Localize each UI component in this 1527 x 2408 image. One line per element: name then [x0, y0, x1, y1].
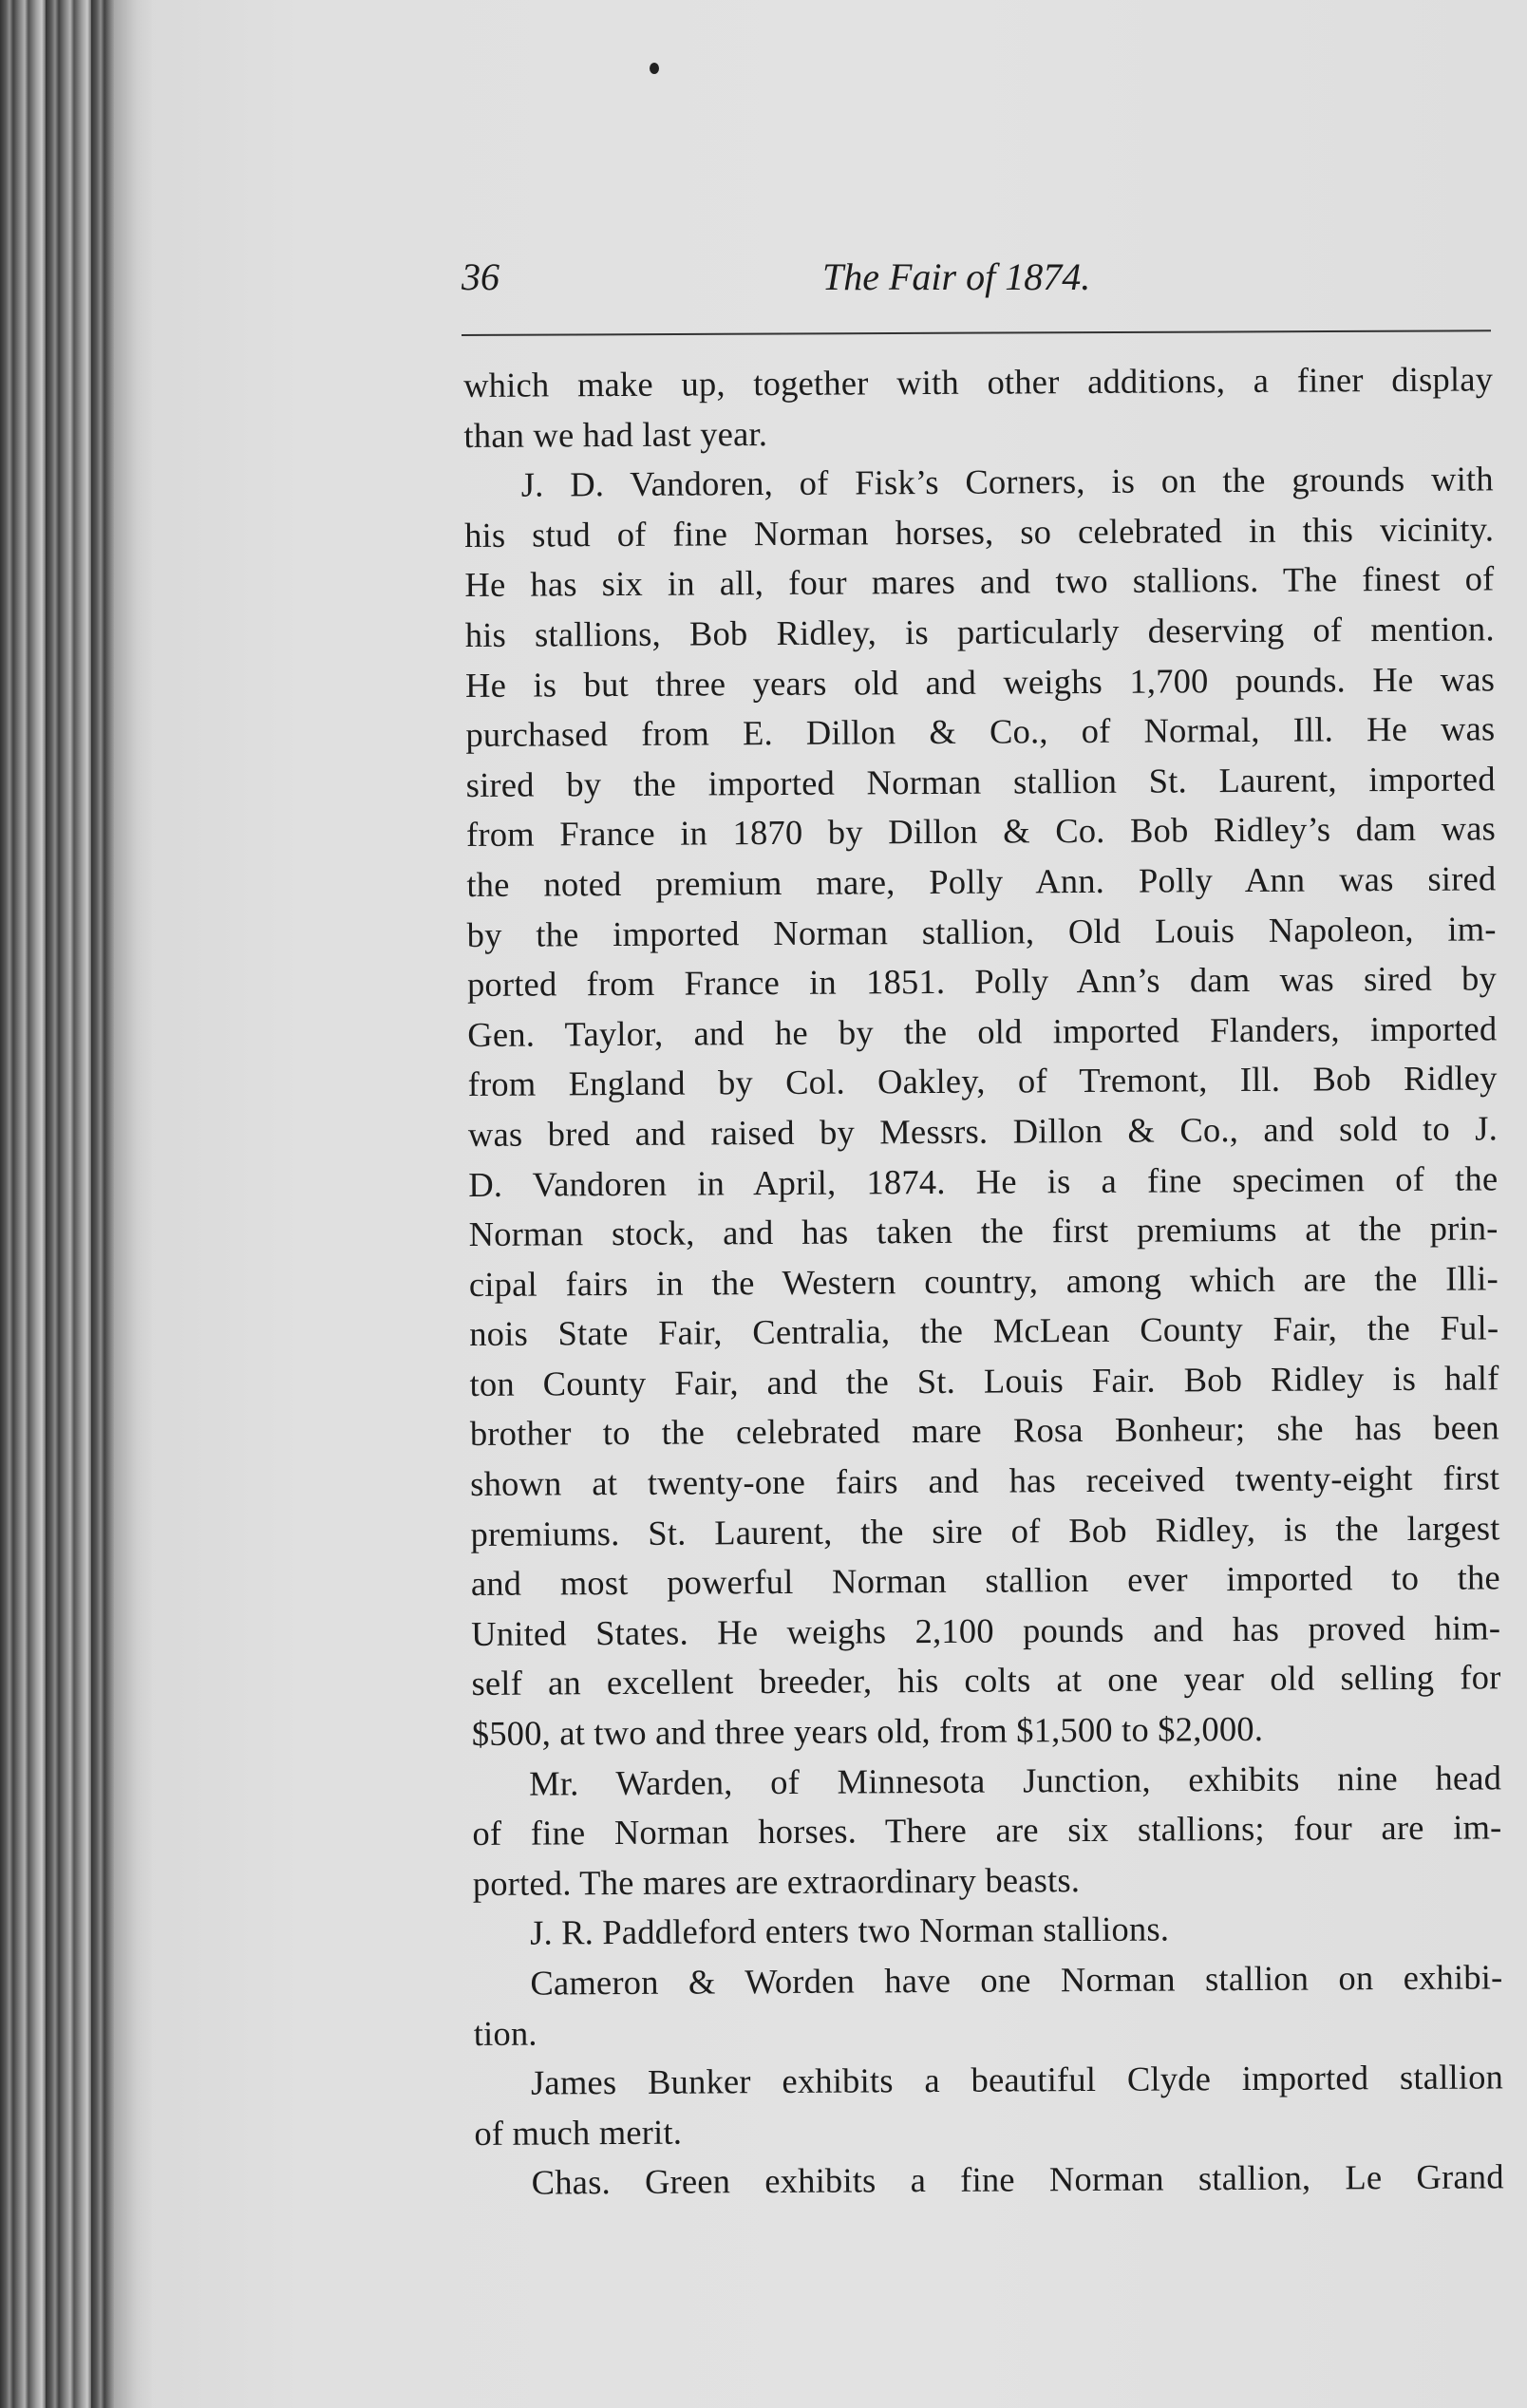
text-line: Norman stock, and has taken the first premiums at the prin- [468, 1208, 1499, 1254]
text-line: purchased from E. Dillon & Co., of Normal, Ill. He was [465, 708, 1496, 755]
text-line: and most powerful Norman stallion ever imported to the [470, 1557, 1500, 1604]
text-line: United States. He weighs 2,100 pounds and has proved him- [471, 1608, 1501, 1653]
header-rule [462, 329, 1491, 336]
text-line: of fine Norman horses. There are six stallions; four are im- [472, 1807, 1502, 1853]
text-line: premiums. St. Laurent, the sire of Bob Ridley, is the largest [470, 1508, 1500, 1553]
text-line: the noted premium mare, Polly Ann. Polly Ann was sired [466, 858, 1497, 904]
text-line: his stud of fine Norman horses, so celebrated in this vicinity. [463, 509, 1495, 555]
body-text [463, 354, 1504, 2209]
text-line: his stallions, Bob Ridley, is particularly deserving of mention. [464, 609, 1495, 654]
page-gutter [114, 0, 152, 2408]
text-line: James Bunker exhibits a beautiful Clyde imported stallion [530, 2057, 1504, 2102]
text-line: brother to the celebrated mare Rosa Bonheur; she has been [469, 1407, 1500, 1454]
text-line: shown at twenty-one fairs and has received twenty-eight first [470, 1458, 1500, 1504]
text-line: He is but three years old and weighs 1,700 pounds. He was [464, 658, 1496, 705]
text-line: from England by Col. Oakley, of Tremont, Ill. Bob Ridley [467, 1058, 1498, 1104]
text-line: J. D. Vandoren, of Fisk’s Corners, is on the grounds with [520, 459, 1494, 504]
text-line: $500, at two and three years old, from $1,500 to $2,000. [471, 1708, 1264, 1754]
text-line: Mr. Warden, of Minnesota Junction, exhibits nine head [529, 1757, 1502, 1803]
text-line: D. Vandoren in April, 1874. He is a fine specimen of the [468, 1157, 1499, 1204]
text-line: nois State Fair, Centralia, the McLean County Fair, the Ful- [469, 1307, 1499, 1354]
text-line: which make up, together with other additions, a finer display [463, 359, 1494, 404]
text-line: Cameron & Worden have one Norman stallion on exhibi- [530, 1957, 1503, 2003]
page-header [462, 254, 1487, 311]
text-line: by the imported Norman stallion, Old Louis Napoleon, im- [466, 908, 1497, 954]
text-line: from France in 1870 by Dillon & Co. Bob Ridley’s dam was [465, 808, 1497, 855]
text-line: cipal fairs in the Western country, among which are the Illi- [468, 1258, 1499, 1304]
text-line: He has six in all, four mares and two stallions. The finest of [464, 558, 1495, 605]
text-line: of much merit. [474, 2112, 683, 2153]
text-line: ton County Fair, and the St. Louis Fair. Bob Ridley is half [469, 1358, 1499, 1403]
text-line: than we had last year. [463, 413, 768, 455]
running-title: The Fair of 1874. [822, 255, 1091, 298]
text-line: ported. The mares are extraordinary beasts. [472, 1859, 1081, 1903]
text-line: Chas. Green exhibits a fine Norman stallion, Le Grand [531, 2156, 1504, 2202]
text-line: tion. [473, 2013, 537, 2053]
text-line: J. R. Paddleford enters two Norman stallions. [529, 1909, 1170, 1953]
text-line: ported from France in 1851. Polly Ann’s dam was sired by [466, 958, 1498, 1005]
text-line: self an excellent breeder, his colts at one year old selling for [471, 1657, 1501, 1703]
text-line: sired by the imported Norman stallion St. Laurent, imported [465, 759, 1496, 804]
text-line: was bred and raised by Messrs. Dillon & Co., and sold to J. [467, 1108, 1499, 1154]
page-number: 36 [462, 255, 500, 298]
text-line: Gen. Taylor, and he by the old imported Flanders, imported [467, 1008, 1498, 1054]
ink-spot [650, 63, 659, 74]
